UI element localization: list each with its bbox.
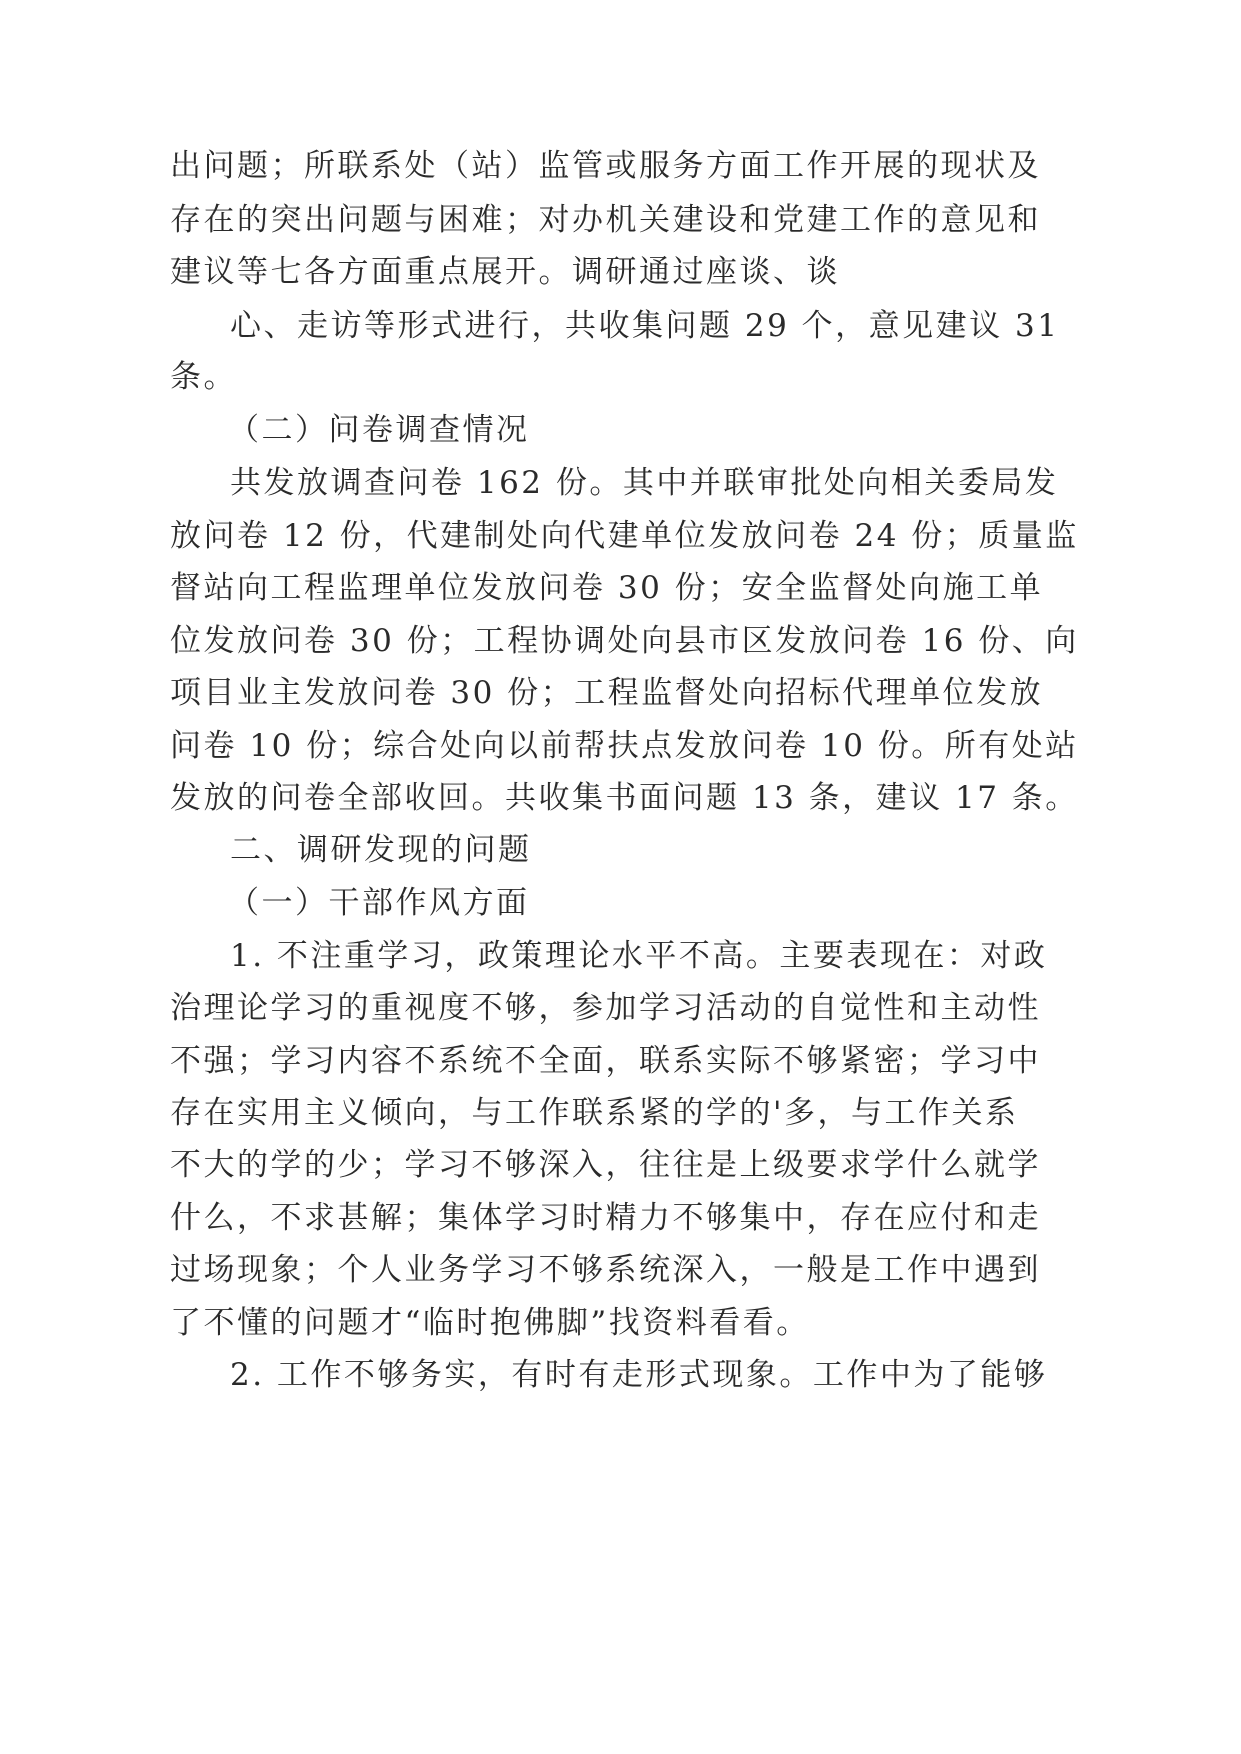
subsection-heading-style: （一）干部作风方面: [228, 885, 530, 921]
section-heading-issues: 二、调研发现的问题: [230, 832, 532, 868]
text-line-23: 了不懂的问题才“临时抱佛脚”找资料看看。: [170, 1305, 810, 1341]
text-line-20: 不大的学的少；学习不够深入，往往是上级要求学什么就学: [170, 1147, 1041, 1183]
text-line-5: 条。: [170, 359, 237, 395]
text-line-7: 共发放调查问卷 162 份。其中并联审批处向相关委局发: [230, 465, 1059, 501]
text-line-17: 治理论学习的重视度不够，参加学习活动的自觉性和主动性: [170, 990, 1041, 1026]
text-line-18: 不强；学习内容不系统不全面，联系实际不够紧密；学习中: [170, 1043, 1041, 1079]
text-line-3: 建议等七各方面重点展开。调研通过座谈、谈: [170, 254, 840, 290]
section-heading-survey: （二）问卷调查情况: [228, 412, 530, 448]
text-line-12: 问卷 10 份；综合处向以前帮扶点发放问卷 10 份。所有处站: [170, 728, 1079, 764]
text-line-2: 存在的突出问题与困难；对办机关建设和党建工作的意见和: [170, 202, 1041, 238]
text-line-8: 放问卷 12 份，代建制处向代建单位发放问卷 24 份；质量监: [170, 518, 1079, 554]
text-line-10: 位发放问卷 30 份；工程协调处向县市区发放问卷 16 份、向: [170, 623, 1079, 659]
text-line-16: 1. 不注重学习，政策理论水平不高。主要表现在：对政: [230, 938, 1048, 974]
text-line-13: 发放的问卷全部收回。共收集书面问题 13 条，建议 17 条。: [170, 780, 1079, 816]
text-line-11: 项目业主发放问卷 30 份；工程监督处向招标代理单位发放: [170, 675, 1044, 711]
text-line-21: 什么，不求甚解；集体学习时精力不够集中，存在应付和走: [170, 1200, 1041, 1236]
text-line-22: 过场现象；个人业务学习不够系统深入，一般是工作中遇到: [170, 1252, 1041, 1288]
text-line-9: 督站向工程监理单位发放问卷 30 份；安全监督处向施工单: [170, 570, 1044, 606]
text-line-19: 存在实用主义倾向，与工作联系紧的学的'多，与工作关系: [170, 1095, 1019, 1131]
text-line-4: 心、走访等形式进行，共收集问题 29 个，意见建议 31: [230, 308, 1060, 344]
text-line-24: 2. 工作不够务实，有时有走形式现象。工作中为了能够: [230, 1357, 1048, 1393]
text-line-1: 出问题；所联系处（站）监管或服务方面工作开展的现状及: [170, 148, 1041, 184]
